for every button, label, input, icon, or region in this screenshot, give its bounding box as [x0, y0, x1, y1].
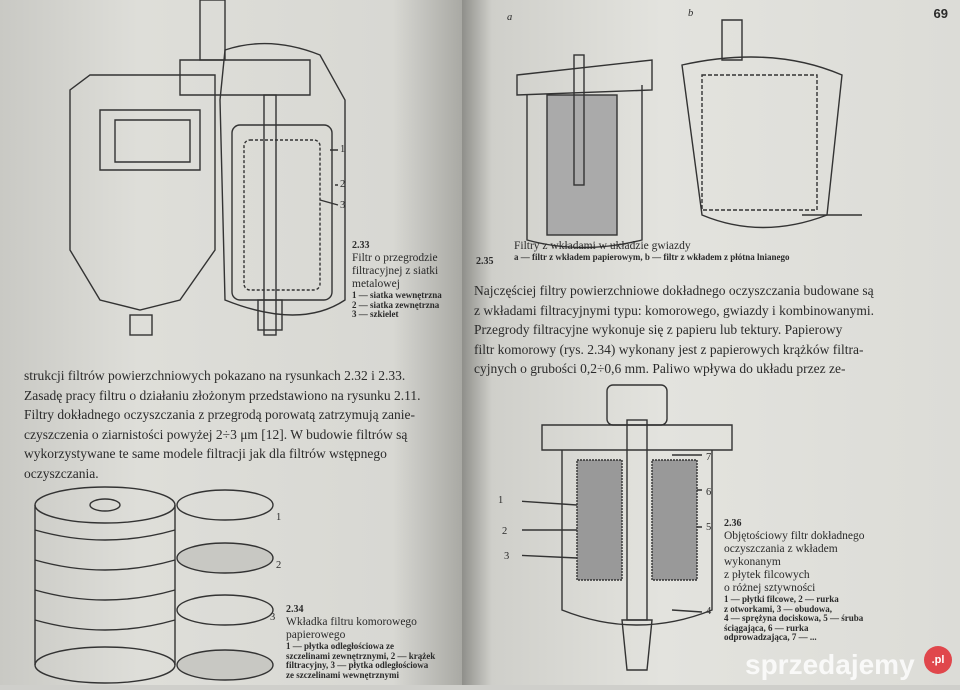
text-line: Filtry dokładnego oczyszczania z przegrodą porowatą zatrzymują zanie- [24, 407, 415, 422]
figure-title: Filtr o przegrodzie [352, 252, 438, 264]
figure-title: wykonanym [724, 556, 781, 568]
figure-title: filtracyjnej z siatki [352, 265, 439, 277]
text-line: z wkładami filtracyjnymi typu: komorowego, gwiazdy i kombinowanymi. [474, 302, 875, 318]
figure-label-a: a [507, 12, 513, 23]
text-line: filtr komorowy (rys. 2.34) wykonany jest z papierowych krążków filtra- [474, 341, 864, 357]
legend-item: z otworkami, 3 — obudowa, [724, 603, 833, 614]
figure-title: z płytek filcowych [724, 569, 810, 581]
legend-item: filtracyjny, 3 — płytka odległościowa [286, 660, 429, 670]
legend-item: 1 — płytki filcowe, 2 — rurka [724, 594, 839, 604]
callout-5: 5 [706, 522, 712, 533]
right-page [462, 0, 960, 685]
figure-label-b: b [688, 8, 694, 19]
legend-item: a — filtr z wkładem papierowym, b — filtr z wkładem z płótna lnianego [514, 252, 790, 262]
legend-item: 1 — płytka odległościowa ze [286, 641, 394, 651]
body-text [24, 366, 421, 483]
legend-item: odprowadzająca, 7 — ... [724, 632, 817, 642]
figure-title: o różnej sztywności [724, 582, 816, 594]
figure-number: 2.36 [724, 518, 742, 529]
figure-title: Wkładka filtru komorowego [286, 616, 417, 628]
figure-number: 2.34 [286, 604, 304, 615]
callout-1: 1 [276, 512, 282, 523]
legend-item: szczelinami zewnętrznymi, 2 — krążek [286, 650, 436, 661]
callout-3: 3 [270, 612, 276, 623]
legend-item: 1 — siatka wewnętrzna [352, 290, 442, 300]
text-line: Zasadę pracy filtru o działaniu złożonym przedstawiono na rysunku 2.11. [24, 387, 421, 403]
body-text [474, 281, 874, 379]
figure-number: 2.33 [352, 240, 370, 251]
figure-2-35-caption [462, 240, 952, 267]
text-line: wykorzystywane te same modele filtracji jak dla filtrów wstępnego [24, 446, 387, 461]
callout-7: 7 [706, 452, 712, 463]
callout-6: 6 [706, 487, 712, 498]
legend-item: 4 — sprężyna dociskowa, 5 — śruba [724, 613, 864, 623]
callout-4: 4 [706, 606, 712, 617]
callout-2: 2 [502, 526, 508, 537]
watermark-text: sprzedajemy [745, 649, 915, 680]
figure-title: oczyszczania z wkładem [724, 543, 838, 555]
callout-1: 1 [498, 495, 504, 506]
text-line: oczyszczania. [24, 465, 99, 481]
figure-2-34-drawing [10, 480, 300, 690]
text-line: cyjnych o grubości 0,2÷0,6 mm. Paliwo wpływa do układu przez ze- [474, 361, 846, 376]
page-number: 69 [933, 6, 948, 21]
left-page [0, 0, 462, 685]
figure-2-33-caption [352, 240, 460, 320]
legend-item: 2 — siatka zewnętrzna [352, 299, 440, 310]
figure-number: 2.35 [476, 256, 494, 267]
text-line: Przegrody filtracyjne wykonuje się z papieru lub tektury. Papierowy [474, 322, 843, 337]
figure-title: papierowego [286, 629, 346, 641]
figure-title: Filtry z wkładami w układzie gwiazdy [514, 240, 691, 252]
callout-2: 2 [340, 179, 346, 190]
callout-3: 3 [504, 551, 510, 562]
legend-item: ze szczelinami wewnętrznymi [286, 669, 399, 680]
legend-item: 3 — szkielet [352, 309, 399, 319]
figure-2-35-drawing [502, 15, 902, 255]
callout-2: 2 [276, 560, 282, 571]
figure-title: Objętościowy filtr dokładnego [724, 530, 865, 542]
figure-2-36-caption [724, 518, 865, 643]
text-line: czyszczenia o ziarnistości powyżej 2÷3 μm [12]. W budowie filtrów są [24, 426, 408, 442]
text-line: Najczęściej filtry powierzchniowe dokładnego oczyszczania budowane są [474, 283, 874, 298]
callout-3: 3 [340, 200, 346, 211]
callout-1: 1 [340, 144, 346, 155]
legend-item: ściągająca, 6 — rurka [724, 622, 809, 633]
watermark-badge: .pl [924, 646, 952, 674]
text-line: strukcji filtrów powierzchniowych pokazano na rysunkach 2.32 i 2.33. [24, 368, 406, 383]
figure-title: metalowej [352, 278, 400, 290]
figure-2-34-caption [286, 604, 435, 680]
